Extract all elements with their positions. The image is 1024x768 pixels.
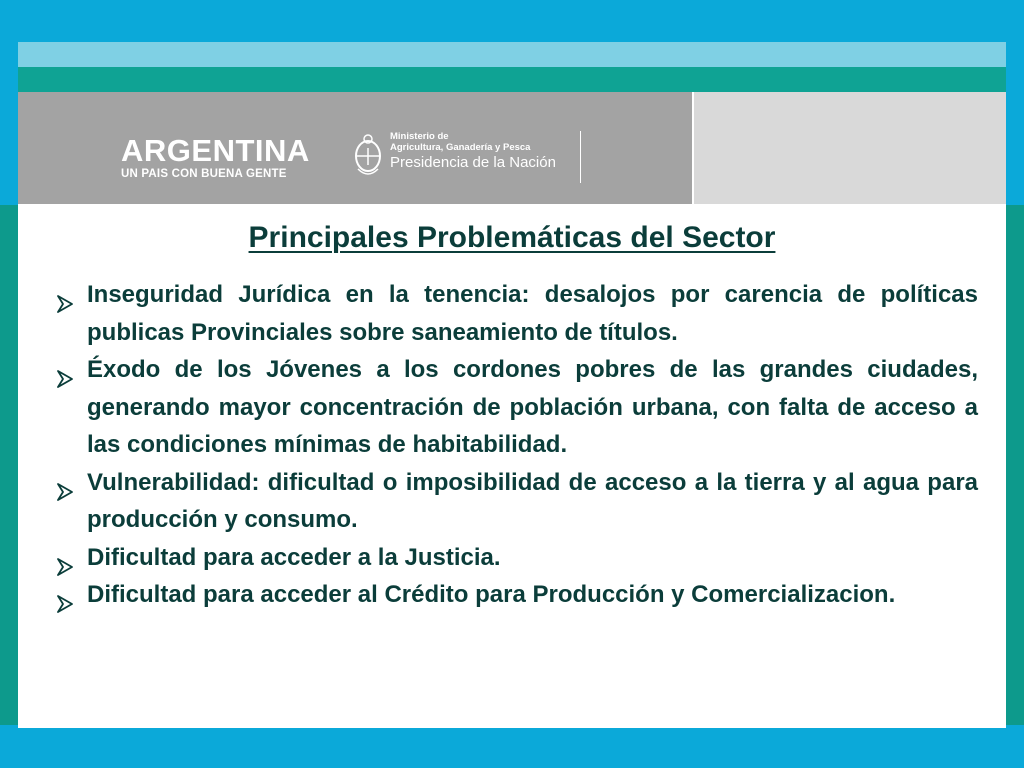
ministry-name: Agricultura, Ganadería y Pesca (390, 142, 531, 153)
presidency-label: Presidencia de la Nación (390, 154, 556, 171)
bullet-text: Inseguridad Jurídica en la tenencia: desalojos por carencia de políticas publicas Provinciales sobre saneamiento de títulos. (87, 281, 978, 346)
logo-tagline: UN PAIS CON BUENA GENTE (121, 168, 287, 180)
list-item (56, 576, 978, 614)
logo-main-text: ARGENTINA (121, 133, 310, 168)
ministry-logo (352, 129, 582, 185)
coat-of-arms-icon (352, 129, 384, 186)
ministry-text-block (390, 131, 581, 183)
arrowhead-bullet-icon (56, 287, 74, 325)
slide-title: Principales Problemáticas del Sector (248, 221, 776, 254)
bullet-text: Dificultad para acceder al Crédito para Producción y Comercializacion. (87, 581, 896, 608)
arrowhead-bullet-icon (56, 587, 74, 625)
bottom-bar (0, 728, 1024, 768)
arrowhead-bullet-icon (56, 475, 74, 513)
header-strip-teal (18, 67, 1006, 92)
header-strip-light (18, 42, 1006, 67)
arrowhead-bullet-icon (56, 362, 74, 400)
list-item (56, 276, 978, 351)
argentina-logo (121, 135, 321, 181)
header-banner-right (694, 92, 1006, 204)
bullet-text: Vulnerabilidad: dificultad o imposibilidad de acceso a la tierra y al agua para producción y consumo. (87, 468, 978, 533)
list-item (56, 539, 978, 577)
list-item (56, 351, 978, 464)
bullet-text: Éxodo de los Jóvenes a los cordones pobres de las grandes ciudades, generando mayor concentración de población urbana, con falta de acceso a las condiciones mínimas de habitabilidad. (87, 356, 978, 458)
list-item (56, 464, 978, 539)
problem-list (56, 276, 978, 614)
bullet-text: Dificultad para acceder a la Justicia. (87, 543, 501, 571)
ministry-label: Ministerio de (390, 131, 449, 142)
slide-panel (18, 42, 1006, 728)
